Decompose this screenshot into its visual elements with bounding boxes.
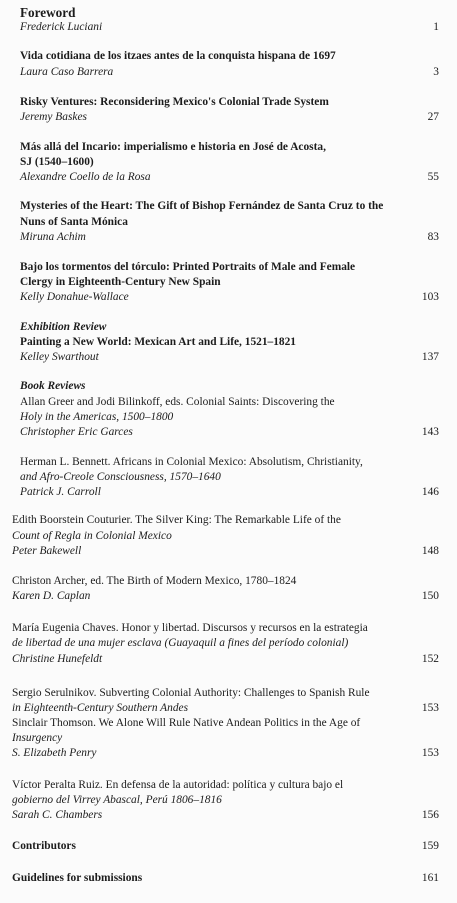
page-number: 143 (421, 426, 439, 438)
entry-title-line: Contributors (12, 840, 76, 852)
page-number: 153 (421, 747, 439, 759)
entry-title-line: Christon Archer, ed. The Birth of Modern Mexico, 1780–1824 (12, 575, 297, 587)
entry-title-line: Víctor Peralta Ruiz. En defensa de la autoridad: política y cultura bajo el (12, 779, 344, 791)
entry-line: and Afro-Creole Consciousness, 1570–1640 (20, 471, 221, 483)
page-number: 152 (421, 653, 439, 665)
page-number: 153 (421, 702, 439, 714)
page-number: 137 (421, 351, 439, 363)
entry-title-line: Risky Ventures: Reconsidering Mexico's Colonial Trade System (20, 96, 329, 108)
entry-line: Patrick J. Carroll (20, 486, 101, 498)
entry-line: Clergy in Eighteenth-Century New Spain (20, 276, 221, 288)
entry-title-line: Sinclair Thomson. We Alone Will Rule Native Andean Politics in the Age of (12, 717, 361, 729)
entry-title-line: Bajo los tormentos del tórculo: Printed Portraits of Male and Female (20, 261, 356, 273)
entry-line: Count of Regla in Colonial Mexico (12, 530, 172, 542)
page-number: 27 (427, 111, 439, 123)
entry-title-line: Mysteries of the Heart: The Gift of Bishop Fernández de Santa Cruz to the (20, 200, 384, 212)
entry-title-line: Vida cotidiana de los itzaes antes de la conquista hispana de 1697 (20, 50, 336, 62)
entry-line: Kelly Donahue-Wallace (20, 291, 129, 303)
entry-title-line: Exhibition Review (20, 321, 107, 333)
page-number: 1 (433, 21, 439, 33)
entry-line: Nuns of Santa Mónica (20, 216, 128, 228)
entry-line: Jeremy Baskes (20, 111, 87, 123)
entry-line: Laura Caso Barrera (20, 66, 114, 78)
entry-line: Holy in the Americas, 1500–1800 (20, 411, 174, 423)
page-number: 156 (421, 809, 439, 821)
page-number: 146 (421, 486, 439, 498)
entry-line: Kelley Swarthout (20, 351, 99, 363)
entry-line: Peter Bakewell (12, 545, 82, 557)
page-number: 103 (421, 291, 439, 303)
entry-line: Sarah C. Chambers (12, 809, 103, 821)
entry-line: in Eighteenth-Century Southern Andes (12, 702, 188, 714)
page-number: 148 (421, 545, 439, 557)
entry-line: SJ (1540–1600) (20, 156, 94, 168)
entry-line: gobierno del Virrey Abascal, Perú 1806–1816 (12, 794, 222, 806)
page-number: 159 (421, 840, 439, 852)
entry-line: Allan Greer and Jodi Bilinkoff, eds. Colonial Saints: Discovering the (20, 396, 335, 408)
entry-title-line: Herman L. Bennett. Africans in Colonial Mexico: Absolutism, Christianity, (20, 456, 363, 468)
entry-line: Alexandre Coello de la Rosa (20, 171, 151, 183)
entry-title-line: Book Reviews (20, 380, 86, 392)
entry-line: Christine Hunefeldt (12, 653, 103, 665)
entry-line: Painting a New World: Mexican Art and Life, 1521–1821 (20, 336, 297, 348)
entry-line: Insurgency (12, 732, 63, 744)
entry-title-line: Guidelines for submissions (12, 872, 143, 884)
page-number: 55 (427, 171, 439, 183)
entry-title-line: Más allá del Incario: imperialismo e historia en José de Acosta, (20, 141, 326, 153)
entry-title-line: María Eugenia Chaves. Honor y libertad. Discursos y recursos en la estrategia (12, 622, 368, 634)
entry-line: Miruna Achim (20, 231, 86, 243)
entry-title-line: Edith Boorstein Couturier. The Silver King: The Remarkable Life of the (12, 514, 341, 526)
page-number: 161 (421, 872, 439, 884)
page-number: 83 (427, 231, 439, 243)
page-number: 3 (433, 66, 439, 78)
entry-title-line: Foreword (20, 5, 76, 20)
entry-line: Karen D. Caplan (12, 590, 91, 602)
entry-line: Frederick Luciani (20, 21, 103, 33)
entry-line: Christopher Eric Garces (20, 426, 133, 438)
entry-line: de libertad de una mujer esclava (Guayaquil a fines del período colonial) (12, 637, 349, 649)
entry-line: S. Elizabeth Penry (12, 747, 97, 759)
entry-title-line: Sergio Serulnikov. Subverting Colonial Authority: Challenges to Spanish Rule (12, 687, 370, 699)
page-number: 150 (421, 590, 439, 602)
